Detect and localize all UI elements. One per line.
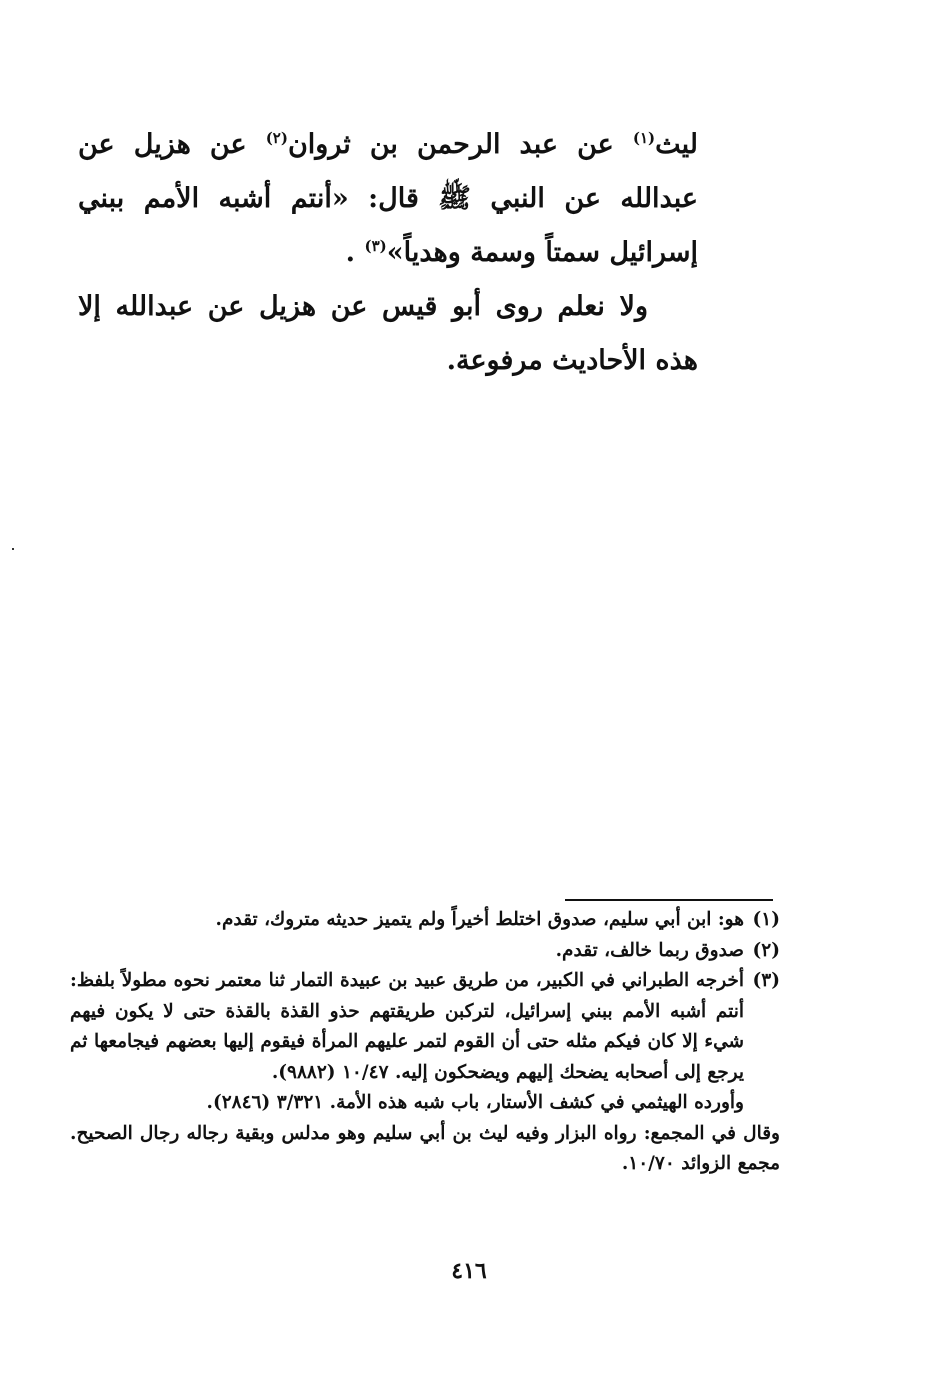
paragraph-1	[78, 118, 698, 280]
text-segment: عن عبد الرحمن بن ثروان	[287, 129, 633, 160]
footnote-number: (١)	[752, 909, 780, 930]
footnote-text: هو: ابن أبي سليم، صدوق اختلط أخيراً ولم يتميز حديثه متروك، تقدم.	[215, 909, 744, 930]
footnote-text: أخرجه الطبراني في الكبير، من طريق عبيد بن عبيدة التمار ثنا معتمر نحوه مطولاً بلفظ: أنتم أشبه الأمم ببني إسرائيل، لتركبن طريقتهم حذو القذة بالقذة حتى لا يكون فيهم شيء إلا كان فيكم مثله حتى أن القوم لتمر عليهم المرأة فيقوم إليها بعضهم فيجامعها ثم يرجع إلى أصحابه يضحك إليهم ويضحكون إليه. ١٠/٤٧ (٩٨٨٢).	[70, 970, 744, 1083]
text-segment: عن هزيل عن عبدالله عن النبي ﷺ قال: «أنتم أشبه الأمم ببني إسرائيل سمتاً وسمة وهدياً»	[78, 129, 698, 268]
footnote-ref-1: (١)	[632, 129, 656, 147]
footnote-3-continued	[70, 1088, 780, 1119]
text-segment: .	[345, 237, 365, 268]
footnote-text: وأورده الهيثمي في كشف الأستار، باب شبه هذه الأمة. ٣/٣٢١ (٢٨٤٦).	[206, 1092, 744, 1113]
footnotes	[70, 905, 780, 1180]
footnote-1	[70, 905, 780, 936]
footnote-divider	[565, 899, 773, 901]
paragraph-2: ولا نعلم روى أبو قيس عن هزيل عن عبدالله إلا هذه الأحاديث مرفوعة.	[78, 291, 698, 376]
footnote-2	[70, 936, 780, 967]
page-number: ٤١٦	[451, 1258, 487, 1284]
text-segment: ليث	[655, 129, 698, 160]
footnote-number: (٢)	[752, 939, 780, 961]
footnote-text: وقال في المجمع: رواه البزار وفيه ليث بن أبي سليم وهو مدلس وبقية رجاله رجال الصحيح. مجمع الزوائد ١٠/٧٠.	[70, 1122, 780, 1174]
main-text	[78, 118, 698, 388]
footnote-ref-3: (٣)	[364, 237, 387, 255]
footnote-text: صدوق ربما خالف، تقدم.	[555, 939, 744, 961]
footnote-ref-2: (٢)	[265, 129, 288, 147]
scan-speck	[12, 548, 14, 550]
footnote-3	[70, 966, 780, 1088]
footnote-3-continued	[70, 1119, 780, 1180]
footnote-number: (٣)	[752, 970, 780, 991]
